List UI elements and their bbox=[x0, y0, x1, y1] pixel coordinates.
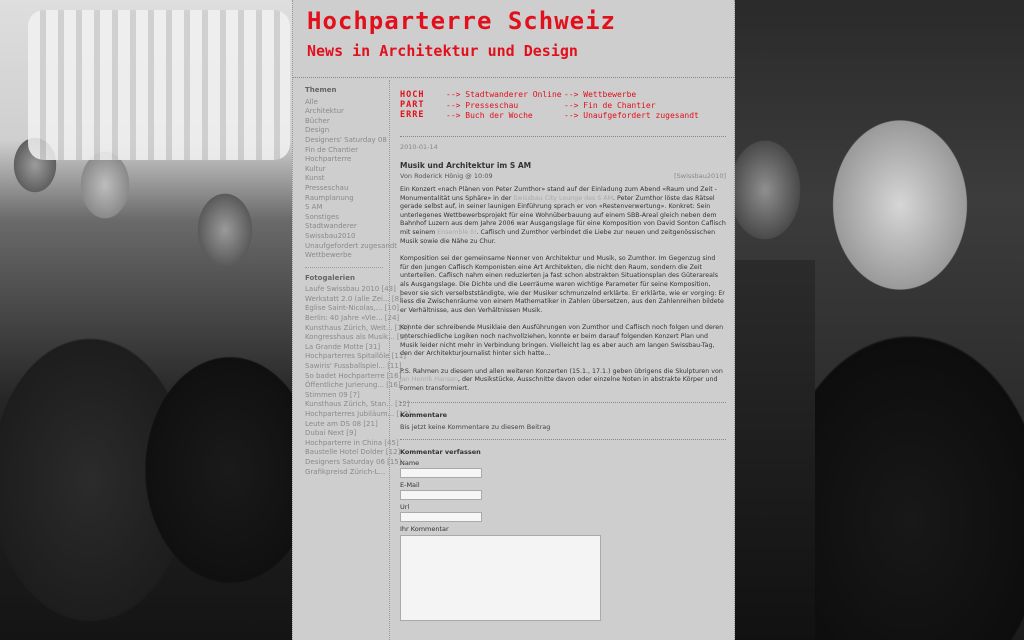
sculpture-artwork bbox=[28, 10, 290, 160]
sidebar-gallery-link[interactable]: Kunsthaus Zürich, Stan... [12] bbox=[305, 400, 410, 409]
sidebar-gallery-link[interactable]: Eglise Saint-Nicolas,... [10] bbox=[305, 304, 400, 313]
sidebar-gallery-link[interactable]: So badet Hochparterre [16] bbox=[305, 371, 402, 380]
galleries-heading: Fotogalerien bbox=[305, 273, 355, 282]
sidebar-theme-link[interactable]: Presseschau bbox=[305, 183, 349, 192]
background-photo-right bbox=[735, 0, 1024, 640]
sidebar-separator bbox=[389, 80, 390, 640]
sidebar-gallery-link[interactable]: Öffentliche Jurierung... [16] bbox=[305, 381, 401, 390]
sidebar-theme-link[interactable]: Architektur bbox=[305, 107, 344, 116]
comments-heading: Kommentare bbox=[400, 411, 448, 420]
name-input[interactable] bbox=[400, 468, 482, 478]
post-category-link[interactable]: [Swissbau2010] bbox=[674, 172, 726, 180]
sidebar-theme-link[interactable]: Alle bbox=[305, 97, 318, 106]
comment-row bbox=[400, 525, 726, 621]
swissbau-lounge-link[interactable]: Swissbau City Lounge des S AM bbox=[513, 194, 614, 202]
top-navigation bbox=[400, 82, 726, 132]
nav-column-1 bbox=[446, 90, 564, 122]
email-row bbox=[400, 481, 726, 500]
sidebar-theme-link[interactable]: Hochparterre bbox=[305, 155, 352, 164]
nav-link-buch-der-woche[interactable]: --> Buch der Woche bbox=[446, 111, 533, 120]
site-header bbox=[293, 0, 734, 76]
nav-column-2 bbox=[564, 90, 699, 122]
sidebar-gallery-link[interactable]: Laufe Swissbau 2010 [43] bbox=[305, 285, 396, 294]
comment-form-heading: Kommentar verfassen bbox=[400, 448, 481, 457]
paragraph-3: Konnte der schreibende Musiklaie den Ausführungen von Zumthor und Caflisch noch folgen und deren unterschiedliche Logiken noch nachvollziehen, konnte er beim darauf folgenden Konzert Plan und Musik leider nicht mehr in Verbindung bringen. Vielleicht lag es aber auch am langen Swissbau-Tag, den der Architekturjournalist hinter sich hatte... bbox=[400, 324, 724, 358]
post-byline-row bbox=[400, 172, 726, 180]
header-divider bbox=[293, 77, 734, 78]
sidebar-theme-link[interactable]: Design bbox=[305, 126, 330, 135]
comment-label: Ihr Kommentar bbox=[400, 525, 449, 534]
main-content bbox=[400, 82, 726, 640]
site-subtitle: News in Architektur und Design bbox=[307, 42, 578, 60]
hochparterre-logo[interactable] bbox=[400, 90, 446, 120]
sidebar-gallery-link[interactable]: Stimmen 09 [7] bbox=[305, 390, 360, 399]
sidebar-gallery-link[interactable]: Werkstatt 2.0 (alle Zei... [8] bbox=[305, 294, 402, 303]
text: , der Musikstücke, Ausschnitte davon oder einzelne Noten in abstrakte Körper und Formen transformiert. bbox=[400, 376, 718, 392]
sidebar-gallery-link[interactable]: Hochparterres Spitallöle [11] bbox=[305, 352, 407, 361]
nav-link-stadtwanderer[interactable]: --> Stadtwanderer Online bbox=[446, 90, 562, 99]
themes-list bbox=[305, 97, 398, 261]
sidebar-gallery-link[interactable]: Kunsthaus Zürich, Weit... [14] bbox=[305, 323, 410, 332]
email-label: E-Mail bbox=[400, 481, 420, 490]
background-photo-left bbox=[0, 0, 292, 640]
nav-link-presseschau[interactable]: --> Presseschau bbox=[446, 100, 519, 110]
sidebar-theme-link[interactable]: Bücher bbox=[305, 116, 330, 125]
content-column bbox=[292, 0, 735, 640]
sidebar-gallery-link[interactable]: La Grande Motte [31] bbox=[305, 342, 381, 351]
url-row bbox=[400, 503, 726, 522]
nav-divider bbox=[400, 136, 726, 137]
sidebar-theme-link[interactable]: Wettbewerbe bbox=[305, 251, 352, 260]
form-divider bbox=[400, 439, 726, 440]
photo-figure bbox=[735, 260, 815, 640]
text: Ein Konzert «nach Plänen von Peter Zumthor» stand auf der Einladung zum Abend «Raum und Zeit - Monumentalität uns Sphäre» in der bbox=[400, 186, 717, 202]
sidebar-gallery-link[interactable]: Leute am DS 08 [21] bbox=[305, 419, 378, 428]
comments-divider bbox=[400, 402, 726, 403]
logo-line: PART bbox=[400, 100, 425, 110]
nav-link-wettbewerbe[interactable]: --> Wettbewerbe bbox=[564, 90, 637, 99]
sidebar-theme-link[interactable]: Fin de Chantier bbox=[305, 145, 359, 154]
text: . Caflisch und Zumthor verbindet die Liebe zur neuen und zeitgenössischen Musik sowie die Nähe zu Chur. bbox=[400, 228, 716, 245]
sidebar-gallery-link[interactable]: Berlin: 40 Jahre «Vie... [24] bbox=[305, 314, 400, 323]
sidebar-theme-link[interactable]: Stadtwanderer bbox=[305, 222, 357, 231]
text: . Peter Zumthor löste das Rätsel gerade selbst auf, in seiner launigen Einführung sprach er von «Restenverwertung». Konkret: Sein unterlegenes Wettbewerbsprojekt für eine Wohnüberbauung auf einem SBB-Areal gleich neben dem Bahnhof Luzern aus dem Jahre 2006 war Ausgangslage für eine Komposition von David Sonton Caflisch mit seinem bbox=[400, 194, 726, 236]
logo-line: HOCH bbox=[400, 90, 425, 100]
text: P.S. Rahmen zu diesem und allen weiteren Konzerten (15.1., 17.1.) geben übrigens die Skulpturen von bbox=[400, 367, 723, 375]
sidebar-gallery-link[interactable]: Baustelle Hotel Dolder [12] bbox=[305, 448, 401, 457]
name-row bbox=[400, 459, 726, 478]
site-title[interactable]: Hochparterre Schweiz bbox=[307, 7, 616, 35]
sidebar-gallery-link[interactable]: Sawiris' Fussballspiel... [11] bbox=[305, 362, 402, 371]
post-body bbox=[400, 186, 726, 393]
sidebar-theme-link[interactable]: Kultur bbox=[305, 164, 326, 173]
sidebar-theme-link[interactable]: Kunst bbox=[305, 174, 325, 183]
nav-link-fin-de-chantier[interactable]: --> Fin de Chantier bbox=[564, 100, 656, 110]
sidebar-gallery-link[interactable]: Kongresshaus als Musik... [5] bbox=[305, 333, 407, 342]
post-date: 2010-01-14 bbox=[400, 143, 438, 151]
logo-line: ERRE bbox=[400, 110, 425, 120]
no-comments-text: Bis jetzt keine Kommentare zu diesem Beitrag bbox=[400, 423, 551, 432]
paragraph-4 bbox=[400, 368, 726, 394]
sidebar-theme-link[interactable]: S AM bbox=[305, 203, 323, 212]
post-title[interactable]: Musik und Architektur im S AM bbox=[400, 161, 532, 170]
artist-link[interactable]: Jan Henrik Hansen bbox=[400, 376, 459, 384]
sidebar-theme-link[interactable]: Designers' Saturday 08 bbox=[305, 135, 387, 144]
ensemble-link[interactable]: Ensemble ö! bbox=[437, 228, 477, 236]
sidebar-theme-link[interactable]: Swissbau2010 bbox=[305, 231, 356, 240]
sidebar-theme-link[interactable]: Raumplanung bbox=[305, 193, 354, 202]
sidebar-gallery-link[interactable]: Dubai Next [9] bbox=[305, 429, 357, 438]
paragraph-2: Komposition sei der gemeinsame Nenner von Architektur und Musik, so Zumthor. Im Gegenzug sind für den jungen Caflisch Komponisten eine Art Architekten, die nicht den Raum, sondern die Zeit unterteilen. Caflisch nahm einen reduzierten ja fast schon abstrakten Situationsplan des Güterareals als Ausgangslage. Die Dichte und die Leerräume waren wichtige Parameter für seine Komposition, bevor sie sich verselbstständigte, wie der Musiker schmunzelnd erklärte. Er erklärte, wie er vorging: Er liess die Zwischenräume von einem Mathematiker in Zahlen übersetzen, aus den Zahlenreihen bildete er Verhältnisse, aus den Verhältnissen Musik. bbox=[400, 255, 725, 314]
nav-link-unaufgefordert[interactable]: --> Unaufgefordert zugesandt bbox=[564, 111, 699, 120]
paragraph-1 bbox=[400, 186, 726, 246]
themes-heading: Themen bbox=[305, 86, 337, 94]
sidebar-theme-link[interactable]: Sonstiges bbox=[305, 212, 339, 221]
email-input[interactable] bbox=[400, 490, 482, 500]
url-label: Url bbox=[400, 503, 410, 512]
sidebar-gallery-link[interactable]: Grafikpreisd Zürich-L... bbox=[305, 467, 386, 476]
post-byline: Von Roderick Hönig @ 10:09 bbox=[400, 172, 493, 180]
sidebar-theme-link[interactable]: Unaufgefordert zugesandt bbox=[305, 241, 398, 250]
sidebar-gallery-link[interactable]: Designers Saturday 06 [15] bbox=[305, 457, 402, 466]
sidebar-gallery-link[interactable]: Hochparterre in China [45] bbox=[305, 438, 399, 447]
sidebar-gallery-link[interactable]: Hochparterres Jubiläum... [12] bbox=[305, 410, 411, 418]
sidebar-divider bbox=[305, 267, 383, 268]
url-input[interactable] bbox=[400, 512, 482, 522]
comment-textarea[interactable] bbox=[400, 535, 601, 621]
name-label: Name bbox=[400, 459, 420, 468]
